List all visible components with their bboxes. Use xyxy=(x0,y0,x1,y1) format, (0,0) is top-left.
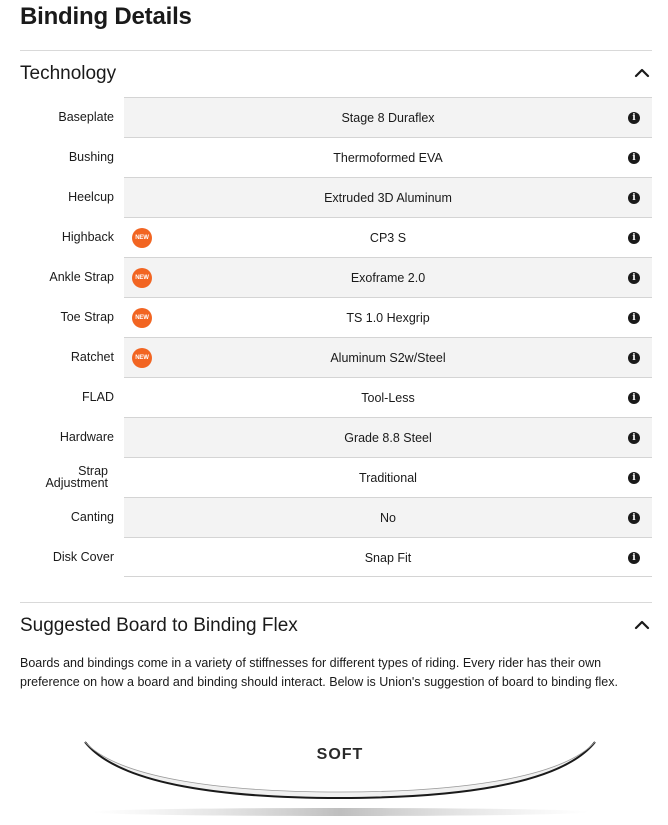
spec-cell xyxy=(124,457,652,497)
info-icon[interactable]: i xyxy=(628,352,640,364)
info-icon[interactable]: i xyxy=(628,192,640,204)
flex-toggle[interactable] xyxy=(20,603,652,649)
spec-value: Grade 8.8 Steel xyxy=(344,431,432,445)
info-icon[interactable]: i xyxy=(628,552,640,564)
technology-toggle[interactable] xyxy=(20,51,652,97)
info-icon[interactable]: i xyxy=(628,472,640,484)
spec-label: Baseplate xyxy=(58,110,114,124)
flex-section xyxy=(20,602,652,649)
spec-cell xyxy=(124,297,652,337)
spec-row-hardware xyxy=(20,417,652,457)
spec-value: Traditional xyxy=(359,471,417,485)
spec-label: Ankle Strap xyxy=(49,270,114,284)
spec-cell xyxy=(124,337,652,377)
spec-label: Bushing xyxy=(68,150,114,164)
spec-value: TS 1.0 Hexgrip xyxy=(346,311,430,325)
spec-cell xyxy=(124,177,652,217)
flex-title: Suggested Board to Binding Flex xyxy=(20,615,298,636)
spec-row-ankle-strap xyxy=(20,257,652,297)
spec-table xyxy=(20,97,652,577)
info-icon[interactable]: i xyxy=(628,432,640,444)
spec-label: Toe Strap xyxy=(60,310,114,324)
spec-label: Heelcup xyxy=(68,190,114,204)
info-icon[interactable]: i xyxy=(628,392,640,404)
spec-cell xyxy=(124,417,652,457)
flex-description: Boards and bindings come in a variety of stiffnesses for different types of riding. Every rider has their own preference on how a board and binding should interact. Below is Union's suggestion of board to binding flex. xyxy=(20,656,618,689)
spec-value: Extruded 3D Aluminum xyxy=(324,191,452,205)
info-icon[interactable]: i xyxy=(628,272,640,284)
spec-row-ratchet xyxy=(20,337,652,377)
spec-row-baseplate xyxy=(20,97,652,137)
spec-label: Canting xyxy=(70,510,114,524)
info-icon[interactable]: i xyxy=(628,232,640,244)
new-badge: NEW xyxy=(132,348,152,368)
spec-cell xyxy=(124,537,652,577)
chevron-up-icon[interactable] xyxy=(634,65,650,81)
new-badge: NEW xyxy=(132,268,152,288)
spec-row-bushing xyxy=(20,137,652,177)
spec-label: FLAD xyxy=(82,390,114,404)
spec-label: Strap Adjustment xyxy=(45,464,108,490)
spec-row-flad xyxy=(20,377,652,417)
technology-title: Technology xyxy=(20,63,117,84)
spec-label: Highback xyxy=(61,230,114,244)
spec-cell xyxy=(124,377,652,417)
spec-value: Snap Fit xyxy=(364,551,412,565)
chevron-up-icon[interactable] xyxy=(634,617,650,633)
spec-value: CP3 S xyxy=(369,231,407,245)
info-icon[interactable]: i xyxy=(628,152,640,164)
spec-value: No xyxy=(380,511,396,525)
spec-label: Disk Cover xyxy=(52,550,114,564)
spec-row-toe-strap xyxy=(20,297,652,337)
spec-cell xyxy=(124,257,652,297)
flex-level-label: SOFT xyxy=(316,746,364,763)
page-title: Binding Details xyxy=(20,3,192,30)
spec-label: Ratchet xyxy=(70,350,114,364)
spec-value: Thermoformed EVA xyxy=(333,151,443,165)
info-icon[interactable]: i xyxy=(628,512,640,524)
technology-section xyxy=(20,50,652,97)
info-icon[interactable]: i xyxy=(628,312,640,324)
spec-label: Hardware xyxy=(59,430,114,444)
spec-row-disk-cover xyxy=(20,537,652,577)
spec-value: Exoframe 2.0 xyxy=(350,271,426,285)
spec-value: Aluminum S2w/Steel xyxy=(330,351,446,365)
spec-value: Tool-Less xyxy=(361,391,415,405)
board-flex-illustration xyxy=(80,736,600,825)
info-icon[interactable]: i xyxy=(628,112,640,124)
spec-value: Stage 8 Duraflex xyxy=(341,111,435,125)
spec-row-strap-adjustment xyxy=(20,457,652,497)
spec-cell xyxy=(124,137,652,177)
spec-row-highback xyxy=(20,217,652,257)
new-badge: NEW xyxy=(132,308,152,328)
spec-cell xyxy=(124,97,652,137)
spec-row-canting xyxy=(20,497,652,537)
spec-cell xyxy=(124,217,652,257)
spec-row-heelcup xyxy=(20,177,652,217)
spec-cell xyxy=(124,497,652,537)
new-badge: NEW xyxy=(132,228,152,248)
